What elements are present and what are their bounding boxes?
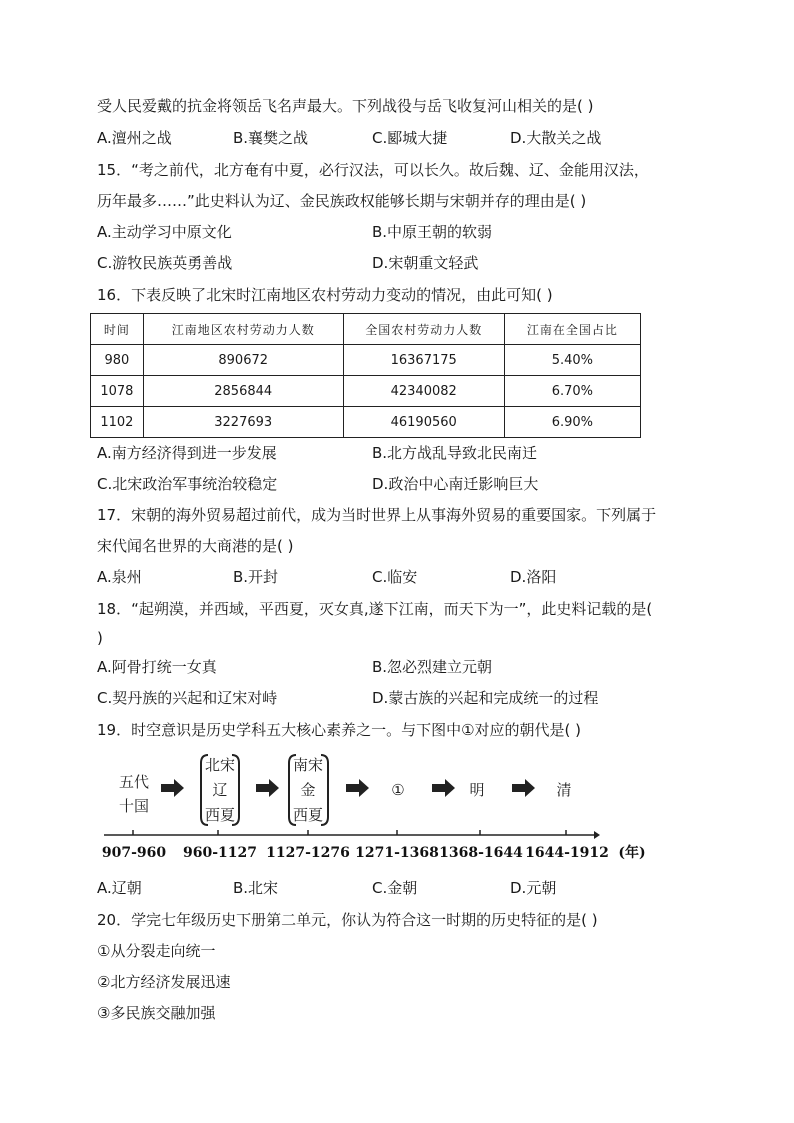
timeline-year: 1127-1276 [266, 845, 350, 861]
q15-option-c[interactable]: C.游牧民族英勇善战 [97, 254, 233, 272]
q16-option-c[interactable]: C.北宋政治军事统治较稳定 [97, 475, 278, 493]
timeline-label: 西夏 [204, 806, 236, 824]
table-cell: 890672 [143, 345, 343, 376]
table-header-row [91, 314, 641, 345]
timeline-label: 西夏 [292, 806, 324, 824]
q17-option-c[interactable]: C.临安 [372, 568, 418, 586]
q15-stem-1: 15．“考之前代，北方奄有中夏，必行汉法，可以长久。故后魏、辽、金能用汉法， [97, 161, 649, 179]
table-cell: 16367175 [343, 345, 504, 376]
table-cell: 2856844 [143, 376, 343, 407]
q17-stem-2: 宋代闻名世界的大商港的是( ) [97, 537, 294, 555]
q17-stem-1: 17．宋朝的海外贸易超过前代，成为当时世界上从事海外贸易的重要国家。下列属于 [97, 506, 657, 524]
table-row [91, 345, 641, 376]
timeline-label: 金 [300, 781, 316, 799]
timeline-label: 南宋 [292, 756, 324, 774]
q20-statement-1: ①从分裂走向统一 [97, 942, 216, 960]
arrow-right-icon [346, 779, 369, 797]
timeline-label: 清 [556, 781, 572, 799]
q18-option-a[interactable]: A.阿骨打统一女真 [97, 658, 217, 676]
table-row [91, 376, 641, 407]
q18-option-b[interactable]: B.忽必烈建立元朝 [372, 658, 493, 676]
table-row [91, 407, 641, 438]
q19-option-c[interactable]: C.金朝 [372, 879, 418, 897]
q19-option-a[interactable]: A.辽朝 [97, 879, 142, 897]
q20-statement-2: ②北方经济发展迅速 [97, 973, 231, 991]
timeline-year: 960-1127 [183, 845, 257, 861]
q15-option-a[interactable]: A.主动学习中原文化 [97, 223, 232, 241]
q19-option-b[interactable]: B.北宋 [233, 879, 279, 897]
timeline-unit: (年) [618, 845, 646, 861]
q15-stem-2: 历年最多……”此史料认为辽、金民族政权能够长期与宋朝并存的理由是( ) [97, 192, 587, 210]
table-cell: 980 [91, 345, 144, 376]
table-cell: 1078 [91, 376, 144, 407]
timeline-label: 明 [469, 781, 485, 799]
q14-option-a[interactable]: A.澶州之战 [97, 129, 172, 147]
table-header: 江南地区农村劳动力人数 [143, 314, 343, 345]
timeline-label: 北宋 [204, 756, 236, 774]
table-cell: 42340082 [343, 376, 504, 407]
timeline-label-circle-1: ① [391, 781, 405, 799]
q16-option-d[interactable]: D.政治中心南迁影响巨大 [372, 475, 539, 493]
q19-stem: 19．时空意识是历史学科五大核心素养之一。与下图中①对应的朝代是( ) [97, 721, 582, 739]
q14-option-b[interactable]: B.襄樊之战 [233, 129, 309, 147]
q20-statement-3: ③多民族交融加强 [97, 1004, 216, 1022]
table-cell: 1102 [91, 407, 144, 438]
table-header: 江南在全国占比 [504, 314, 640, 345]
timeline-year: 907-960 [101, 845, 167, 861]
table-header: 全国农村劳动力人数 [343, 314, 504, 345]
q17-option-d[interactable]: D.洛阳 [510, 568, 557, 586]
axis-arrow-icon [594, 831, 600, 839]
table-cell: 3227693 [143, 407, 343, 438]
q19-option-d[interactable]: D.元朝 [510, 879, 557, 897]
table-header: 时间 [91, 314, 144, 345]
q14-option-c[interactable]: C.郾城大捷 [372, 129, 448, 147]
q18-option-d[interactable]: D.蒙古族的兴起和完成统一的过程 [372, 689, 599, 707]
q15-option-b[interactable]: B.中原王朝的软弱 [372, 223, 493, 241]
q18-stem-1: 18．“起朔漠，并西域，平西夏，灭女真,遂下江南，而天下为一”，此史料记载的是( [97, 600, 653, 618]
timeline-year: 1368-1644 [439, 845, 523, 861]
table-cell: 46190560 [343, 407, 504, 438]
timeline-label: 五代 [118, 773, 150, 791]
q14-option-d[interactable]: D.大散关之战 [510, 129, 602, 147]
arrow-right-icon [256, 779, 279, 797]
q15-option-d[interactable]: D.宋朝重文轻武 [372, 254, 479, 272]
arrow-right-icon [432, 779, 455, 797]
timeline-label: 十国 [118, 797, 150, 815]
q16-stem: 16．下表反映了北宋时江南地区农村劳动力变动的情况，由此可知( ) [97, 286, 553, 304]
q20-stem: 20．学完七年级历史下册第二单元，你认为符合这一时期的历史特征的是( ) [97, 911, 598, 929]
timeline-label: 辽 [212, 781, 228, 799]
q14-stem-tail: 受人民爱戴的抗金将领岳飞名声最大。下列战役与岳飞收复河山相关的是( ) [97, 97, 594, 115]
labor-table [90, 313, 641, 438]
q17-option-b[interactable]: B.开封 [233, 568, 279, 586]
table-cell: 6.70% [504, 376, 640, 407]
arrow-right-icon [512, 779, 535, 797]
q16-option-a[interactable]: A.南方经济得到进一步发展 [97, 444, 277, 462]
table-cell: 6.90% [504, 407, 640, 438]
q18-stem-2: ) [97, 629, 103, 647]
dynasty-timeline [100, 747, 660, 867]
timeline-year: 1644-1912 [525, 845, 609, 861]
q16-option-b[interactable]: B.北方战乱导致北民南迁 [372, 444, 538, 462]
q17-option-a[interactable]: A.泉州 [97, 568, 142, 586]
arrow-right-icon [161, 779, 184, 797]
q18-option-c[interactable]: C.契丹族的兴起和辽宋对峙 [97, 689, 278, 707]
table-cell: 5.40% [504, 345, 640, 376]
timeline-year: 1271-1368 [355, 845, 439, 861]
